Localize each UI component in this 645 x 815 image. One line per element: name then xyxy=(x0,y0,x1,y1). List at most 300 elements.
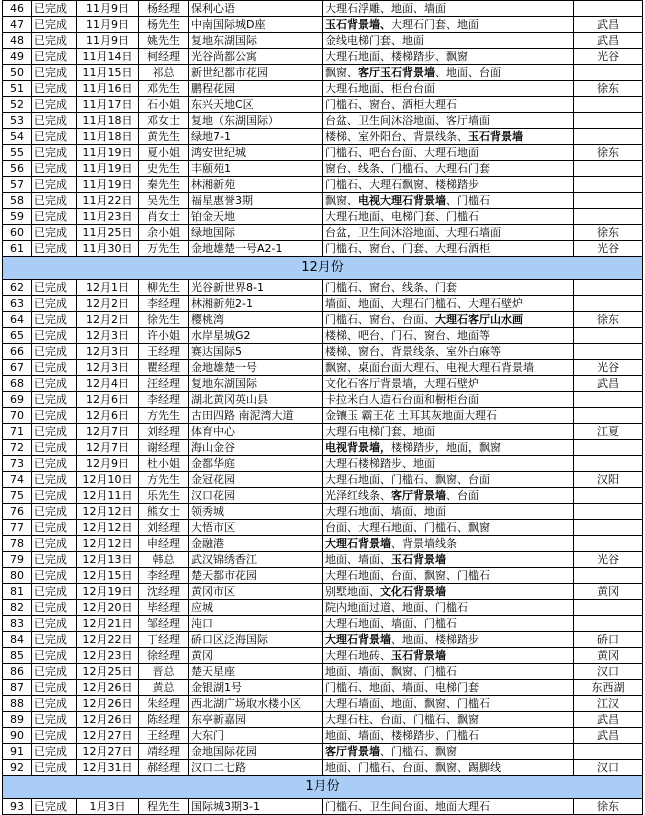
client-name-cell: 姚先生 xyxy=(139,33,189,49)
work-item-text: 台面、大理石地面、门槛石、飘窗 xyxy=(325,521,490,534)
district-cell xyxy=(574,568,643,584)
district-cell: 徐东 xyxy=(574,225,643,241)
row-number: 84 xyxy=(3,632,32,648)
client-name-cell: 祁总 xyxy=(139,65,189,81)
status-cell: 已完成 xyxy=(32,728,77,744)
project-site-cell: 沌口 xyxy=(189,616,323,632)
work-items-cell xyxy=(323,296,574,312)
date-cell: 11月15日 xyxy=(77,65,139,81)
date-cell: 12月26日 xyxy=(77,696,139,712)
work-items-cell xyxy=(323,129,574,145)
work-items-cell xyxy=(323,312,574,328)
client-name-cell: 方先生 xyxy=(139,472,189,488)
date-cell: 12月31日 xyxy=(77,760,139,776)
status-cell: 已完成 xyxy=(32,241,77,257)
project-site-cell: 硚口区泛海国际 xyxy=(189,632,323,648)
row-number: 57 xyxy=(3,177,32,193)
row-number: 71 xyxy=(3,424,32,440)
client-name-cell: 朱经理 xyxy=(139,696,189,712)
project-site-cell: 体育中心 xyxy=(189,424,323,440)
row-number: 56 xyxy=(3,161,32,177)
work-items-cell xyxy=(323,280,574,296)
status-cell: 已完成 xyxy=(32,680,77,696)
client-name-cell: 余小姐 xyxy=(139,225,189,241)
table-row xyxy=(3,376,643,392)
client-name-cell: 黄总 xyxy=(139,680,189,696)
client-name-cell: 杜小姐 xyxy=(139,456,189,472)
date-cell: 12月13日 xyxy=(77,552,139,568)
project-site-cell: 绿地国际 xyxy=(189,225,323,241)
table-row xyxy=(3,193,643,209)
client-name-cell: 杨先生 xyxy=(139,17,189,33)
work-item-highlight: 客厅背景墙 xyxy=(391,489,446,502)
row-number: 68 xyxy=(3,376,32,392)
work-item-text: 卡拉米白人造石台面和橱柜台面 xyxy=(325,393,479,406)
work-item-text: 、门槛石、飘窗 xyxy=(380,745,457,758)
date-cell: 12月7日 xyxy=(77,440,139,456)
district-cell: 武昌 xyxy=(574,728,643,744)
client-name-cell: 李经理 xyxy=(139,296,189,312)
row-number: 58 xyxy=(3,193,32,209)
work-items-cell xyxy=(323,392,574,408)
work-item-highlight: 玉石背景墙 xyxy=(391,649,446,662)
client-name-cell: 邓女士 xyxy=(139,113,189,129)
project-site-cell: 古田四路 南泥湾大道 xyxy=(189,408,323,424)
status-cell: 已完成 xyxy=(32,744,77,760)
work-items-cell xyxy=(323,616,574,632)
table-row xyxy=(3,17,643,33)
project-site-cell: 应城 xyxy=(189,600,323,616)
client-name-cell: 秦先生 xyxy=(139,177,189,193)
date-cell: 11月23日 xyxy=(77,209,139,225)
month-header-row xyxy=(3,776,643,799)
date-cell: 11月22日 xyxy=(77,193,139,209)
client-name-cell: 沈经理 xyxy=(139,584,189,600)
row-number: 50 xyxy=(3,65,32,81)
project-site-cell: 樱桃湾 xyxy=(189,312,323,328)
month-label: 1月份 xyxy=(3,776,643,799)
date-cell: 12月12日 xyxy=(77,536,139,552)
status-cell: 已完成 xyxy=(32,328,77,344)
work-items-cell xyxy=(323,225,574,241)
table-row xyxy=(3,440,643,456)
date-cell: 12月22日 xyxy=(77,632,139,648)
date-cell: 11月18日 xyxy=(77,129,139,145)
date-cell: 12月3日 xyxy=(77,328,139,344)
project-site-cell: 国际城3期3-1 xyxy=(189,799,323,815)
table-row xyxy=(3,280,643,296)
district-cell xyxy=(574,1,643,17)
project-site-cell: 复地（东湖国际） xyxy=(189,113,323,129)
status-cell: 已完成 xyxy=(32,145,77,161)
client-name-cell: 吴先生 xyxy=(139,193,189,209)
project-site-cell: 丰颐苑1 xyxy=(189,161,323,177)
row-number: 88 xyxy=(3,696,32,712)
date-cell: 11月9日 xyxy=(77,1,139,17)
table-row xyxy=(3,65,643,81)
work-item-text: 楼梯、吧台、门石、窗台、地面等 xyxy=(325,329,490,342)
row-number: 63 xyxy=(3,296,32,312)
work-items-cell xyxy=(323,728,574,744)
district-cell xyxy=(574,504,643,520)
table-row xyxy=(3,536,643,552)
project-site-cell: 领秀城 xyxy=(189,504,323,520)
project-site-cell: 林湘新苑 xyxy=(189,177,323,193)
status-cell: 已完成 xyxy=(32,584,77,600)
project-site-cell: 东亭新嘉园 xyxy=(189,712,323,728)
work-items-cell xyxy=(323,177,574,193)
project-site-cell: 汉口二七路 xyxy=(189,760,323,776)
client-name-cell: 毕经理 xyxy=(139,600,189,616)
project-site-cell: 金银湖1号 xyxy=(189,680,323,696)
work-item-text: 大理石柱、台面、门槛石、飘窗 xyxy=(325,713,479,726)
table-row xyxy=(3,392,643,408)
row-number: 72 xyxy=(3,440,32,456)
project-site-cell: 复地东湖国际 xyxy=(189,376,323,392)
row-number: 46 xyxy=(3,1,32,17)
district-cell: 徐东 xyxy=(574,312,643,328)
work-items-cell xyxy=(323,17,574,33)
status-cell: 已完成 xyxy=(32,113,77,129)
project-table xyxy=(2,0,643,815)
district-cell: 汉阳 xyxy=(574,472,643,488)
client-name-cell: 乐先生 xyxy=(139,488,189,504)
table-row xyxy=(3,225,643,241)
district-cell: 光谷 xyxy=(574,552,643,568)
district-cell: 汉口 xyxy=(574,760,643,776)
date-cell: 11月14日 xyxy=(77,49,139,65)
work-items-cell xyxy=(323,520,574,536)
date-cell: 12月12日 xyxy=(77,520,139,536)
client-name-cell: 韩总 xyxy=(139,552,189,568)
client-name-cell: 汪经理 xyxy=(139,376,189,392)
client-name-cell: 邹经理 xyxy=(139,616,189,632)
project-site-cell: 光谷新世界8-1 xyxy=(189,280,323,296)
client-name-cell: 方先生 xyxy=(139,408,189,424)
status-cell: 已完成 xyxy=(32,392,77,408)
date-cell: 11月18日 xyxy=(77,113,139,129)
status-cell: 已完成 xyxy=(32,552,77,568)
work-item-text: 别墅地面、 xyxy=(325,585,380,598)
table-row xyxy=(3,488,643,504)
client-name-cell: 石小姐 xyxy=(139,97,189,113)
status-cell: 已完成 xyxy=(32,296,77,312)
date-cell: 12月21日 xyxy=(77,616,139,632)
row-number: 70 xyxy=(3,408,32,424)
row-number: 67 xyxy=(3,360,32,376)
table-row xyxy=(3,616,643,632)
work-item-text: 金线电梯门套、地面 xyxy=(325,34,424,47)
status-cell: 已完成 xyxy=(32,49,77,65)
project-site-cell: 绿地7-1 xyxy=(189,129,323,145)
status-cell: 已完成 xyxy=(32,632,77,648)
work-item-text: 楼梯、室外阳台、背景线条、 xyxy=(325,130,468,143)
table-row xyxy=(3,177,643,193)
district-cell xyxy=(574,536,643,552)
work-items-cell xyxy=(323,376,574,392)
client-name-cell: 史先生 xyxy=(139,161,189,177)
table-row xyxy=(3,744,643,760)
district-cell xyxy=(574,209,643,225)
work-items-cell xyxy=(323,209,574,225)
district-cell: 黄冈 xyxy=(574,584,643,600)
table-row xyxy=(3,161,643,177)
district-cell: 武昌 xyxy=(574,712,643,728)
row-number: 47 xyxy=(3,17,32,33)
work-item-text: 光泽红线条、 xyxy=(325,489,391,502)
district-cell xyxy=(574,744,643,760)
work-items-cell xyxy=(323,584,574,600)
status-cell: 已完成 xyxy=(32,520,77,536)
work-item-text: 墙面、地面、大理石门槛石、大理石壁炉 xyxy=(325,297,523,310)
status-cell: 已完成 xyxy=(32,129,77,145)
table-row xyxy=(3,664,643,680)
table-row xyxy=(3,81,643,97)
work-items-cell xyxy=(323,113,574,129)
status-cell: 已完成 xyxy=(32,712,77,728)
project-site-cell: 黄冈 xyxy=(189,648,323,664)
table-row xyxy=(3,328,643,344)
work-item-text: 大理石浮雕、地面、墙面 xyxy=(325,2,446,15)
table-body xyxy=(3,1,643,815)
work-items-cell xyxy=(323,568,574,584)
status-cell: 已完成 xyxy=(32,177,77,193)
client-name-cell: 陈经理 xyxy=(139,712,189,728)
work-items-cell xyxy=(323,536,574,552)
work-item-text: 台盆、卫生间沐浴地面、客厅墙面 xyxy=(325,114,490,127)
work-items-cell xyxy=(323,648,574,664)
status-cell: 已完成 xyxy=(32,440,77,456)
row-number: 80 xyxy=(3,568,32,584)
table-row xyxy=(3,408,643,424)
project-site-cell: 复地东湖国际 xyxy=(189,33,323,49)
row-number: 81 xyxy=(3,584,32,600)
project-site-cell: 海山金谷 xyxy=(189,440,323,456)
client-name-cell: 杨经理 xyxy=(139,1,189,17)
date-cell: 12月20日 xyxy=(77,600,139,616)
work-item-highlight: 电视背景墙， xyxy=(325,441,391,454)
client-name-cell: 郝经理 xyxy=(139,760,189,776)
status-cell: 已完成 xyxy=(32,488,77,504)
work-item-text: 院内地面过道、地面、门槛石 xyxy=(325,601,468,614)
row-number: 93 xyxy=(3,799,32,815)
work-items-cell xyxy=(323,360,574,376)
table-row xyxy=(3,360,643,376)
row-number: 74 xyxy=(3,472,32,488)
work-items-cell xyxy=(323,161,574,177)
work-item-text: 门槛石、地面、墙面、电梯门套 xyxy=(325,681,479,694)
work-item-text: 文化石客厅背景墙，大理石壁炉 xyxy=(325,377,479,390)
district-cell: 东西湖 xyxy=(574,680,643,696)
work-item-text: 、地面、台面 xyxy=(435,66,501,79)
work-item-text: 飘窗、 xyxy=(325,194,358,207)
work-item-text: 、背景墙线条 xyxy=(391,537,457,550)
row-number: 62 xyxy=(3,280,32,296)
project-site-cell: 林湘新苑2-1 xyxy=(189,296,323,312)
client-name-cell: 柳先生 xyxy=(139,280,189,296)
status-cell: 已完成 xyxy=(32,17,77,33)
date-cell: 12月4日 xyxy=(77,376,139,392)
row-number: 86 xyxy=(3,664,32,680)
date-cell: 11月16日 xyxy=(77,81,139,97)
date-cell: 12月27日 xyxy=(77,728,139,744)
status-cell: 已完成 xyxy=(32,664,77,680)
status-cell: 已完成 xyxy=(32,648,77,664)
table-row xyxy=(3,456,643,472)
month-label: 12月份 xyxy=(3,257,643,280)
work-item-text: 门槛石、吧台台面、大理石地面 xyxy=(325,146,479,159)
district-cell xyxy=(574,161,643,177)
district-cell xyxy=(574,520,643,536)
project-site-cell: 金地雄楚一号A2-1 xyxy=(189,241,323,257)
work-items-cell xyxy=(323,424,574,440)
row-number: 64 xyxy=(3,312,32,328)
work-items-cell xyxy=(323,472,574,488)
work-items-cell xyxy=(323,744,574,760)
work-items-cell xyxy=(323,760,574,776)
table-row xyxy=(3,33,643,49)
work-item-highlight: 大理石背景墙 xyxy=(325,537,391,550)
table-row xyxy=(3,97,643,113)
project-site-cell: 黄冈市区 xyxy=(189,584,323,600)
work-item-text: 大理石地面、电梯门套、门槛石 xyxy=(325,210,479,223)
work-item-text: 飘窗、 xyxy=(325,66,358,79)
date-cell: 11月9日 xyxy=(77,17,139,33)
district-cell: 汉口 xyxy=(574,664,643,680)
date-cell: 11月17日 xyxy=(77,97,139,113)
district-cell: 武昌 xyxy=(574,33,643,49)
status-cell: 已完成 xyxy=(32,344,77,360)
project-site-cell: 鹏程花园 xyxy=(189,81,323,97)
date-cell: 12月6日 xyxy=(77,408,139,424)
work-item-text: 门槛石、窗台、线条、门套 xyxy=(325,281,457,294)
work-item-text: 金镶玉 霸王花 土耳其灰地面大理石 xyxy=(325,409,497,422)
table-row xyxy=(3,600,643,616)
row-number: 85 xyxy=(3,648,32,664)
date-cell: 11月9日 xyxy=(77,33,139,49)
table-row xyxy=(3,113,643,129)
date-cell: 12月11日 xyxy=(77,488,139,504)
work-item-text: 楼梯、窗台、背景线条、室外白麻等 xyxy=(325,345,501,358)
date-cell: 12月27日 xyxy=(77,744,139,760)
table-row xyxy=(3,129,643,145)
date-cell: 12月23日 xyxy=(77,648,139,664)
work-items-cell xyxy=(323,632,574,648)
district-cell xyxy=(574,440,643,456)
table-row xyxy=(3,241,643,257)
project-site-cell: 大东门 xyxy=(189,728,323,744)
district-cell: 徐东 xyxy=(574,145,643,161)
row-number: 79 xyxy=(3,552,32,568)
district-cell xyxy=(574,328,643,344)
status-cell: 已完成 xyxy=(32,225,77,241)
work-item-highlight: 客厅背景墙 xyxy=(325,745,380,758)
work-item-text: 地面、墙面、楼梯踏步、门槛石 xyxy=(325,729,479,742)
status-cell: 已完成 xyxy=(32,65,77,81)
work-items-cell xyxy=(323,65,574,81)
status-cell: 已完成 xyxy=(32,280,77,296)
date-cell: 11月19日 xyxy=(77,161,139,177)
work-item-text: 楼梯踏步，地面，飘窗 xyxy=(391,441,501,454)
district-cell xyxy=(574,456,643,472)
table-row xyxy=(3,696,643,712)
work-item-text: 、门槛石 xyxy=(446,194,490,207)
work-items-cell xyxy=(323,664,574,680)
district-cell xyxy=(574,280,643,296)
work-item-highlight: 文化石背景墙 xyxy=(380,585,446,598)
table-row xyxy=(3,568,643,584)
district-cell: 光谷 xyxy=(574,241,643,257)
status-cell: 已完成 xyxy=(32,799,77,815)
district-cell xyxy=(574,408,643,424)
work-item-text: 地面、墙面、 xyxy=(325,553,391,566)
date-cell: 12月7日 xyxy=(77,424,139,440)
district-cell: 武昌 xyxy=(574,17,643,33)
table-row xyxy=(3,424,643,440)
district-cell xyxy=(574,129,643,145)
client-name-cell: 柯经理 xyxy=(139,49,189,65)
work-items-cell xyxy=(323,680,574,696)
table-row xyxy=(3,145,643,161)
table-row xyxy=(3,728,643,744)
row-number: 49 xyxy=(3,49,32,65)
client-name-cell: 谢经理 xyxy=(139,440,189,456)
status-cell: 已完成 xyxy=(32,600,77,616)
work-item-text: 大理石楼梯踏步、地面 xyxy=(325,457,435,470)
work-item-text: 台盆，卫生间沐浴地面、大理石墙面 xyxy=(325,226,501,239)
table-row xyxy=(3,209,643,225)
date-cell: 11月25日 xyxy=(77,225,139,241)
status-cell: 已完成 xyxy=(32,97,77,113)
row-number: 69 xyxy=(3,392,32,408)
work-items-cell xyxy=(323,552,574,568)
row-number: 92 xyxy=(3,760,32,776)
status-cell: 已完成 xyxy=(32,408,77,424)
status-cell: 已完成 xyxy=(32,568,77,584)
client-name-cell: 王经理 xyxy=(139,728,189,744)
work-item-text: 门槛石、窗台、酒柜大理石 xyxy=(325,98,457,111)
work-item-highlight: 大理石客厅山水画 xyxy=(435,313,523,326)
project-site-cell: 中南国际城D座 xyxy=(189,17,323,33)
client-name-cell: 夏小姐 xyxy=(139,145,189,161)
district-cell xyxy=(574,600,643,616)
district-cell xyxy=(574,193,643,209)
status-cell: 已完成 xyxy=(32,193,77,209)
work-item-text: 门槛石、窗台、门套、大理石酒柜 xyxy=(325,242,490,255)
table-row xyxy=(3,520,643,536)
row-number: 87 xyxy=(3,680,32,696)
row-number: 53 xyxy=(3,113,32,129)
row-number: 61 xyxy=(3,241,32,257)
status-cell: 已完成 xyxy=(32,504,77,520)
work-items-cell xyxy=(323,456,574,472)
status-cell: 已完成 xyxy=(32,376,77,392)
row-number: 77 xyxy=(3,520,32,536)
status-cell: 已完成 xyxy=(32,616,77,632)
date-cell: 12月10日 xyxy=(77,472,139,488)
month-header-row xyxy=(3,257,643,280)
work-item-highlight: 玉石背景墙 xyxy=(468,130,523,143)
date-cell: 12月15日 xyxy=(77,568,139,584)
work-items-cell xyxy=(323,488,574,504)
client-name-cell: 申经理 xyxy=(139,536,189,552)
work-item-text: 门槛石、大理石飘窗、楼梯踏步 xyxy=(325,178,479,191)
status-cell: 已完成 xyxy=(32,456,77,472)
district-cell: 江夏 xyxy=(574,424,643,440)
project-site-cell: 金融港 xyxy=(189,536,323,552)
work-item-text: 窗台、线条、门槛石、大理石门套 xyxy=(325,162,490,175)
work-items-cell xyxy=(323,1,574,17)
